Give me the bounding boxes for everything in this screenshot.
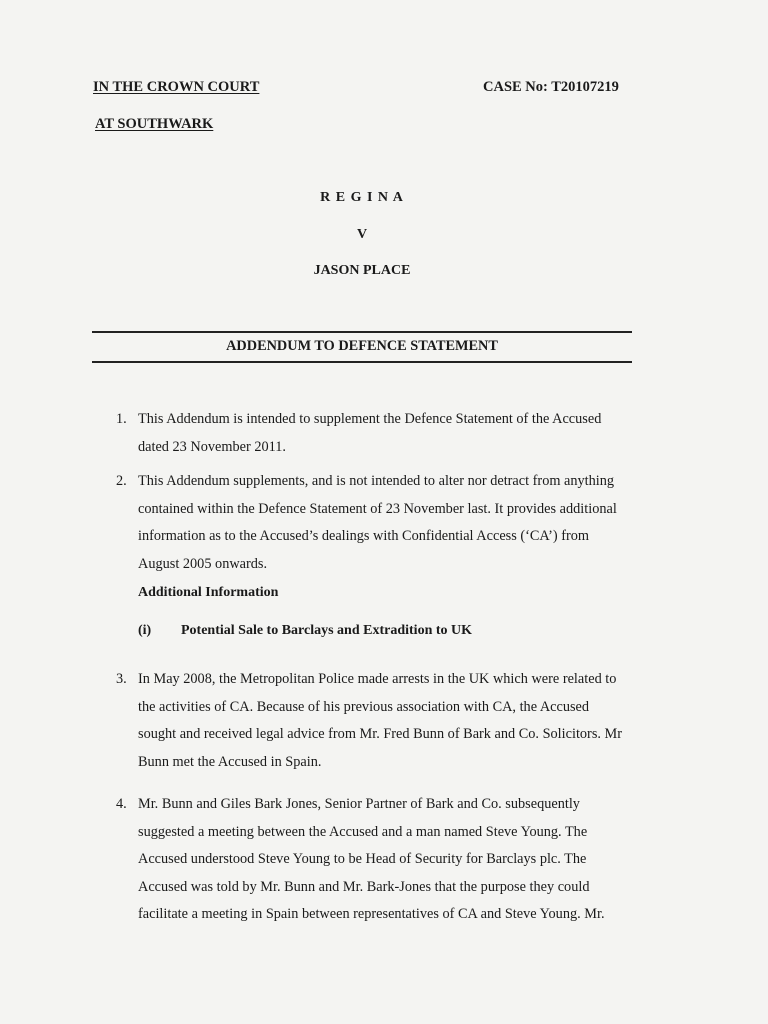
paragraph-line: the activities of CA. Because of his previous association with CA, the Accused — [138, 698, 590, 715]
court-name-line1: IN THE CROWN COURT — [93, 79, 260, 95]
paragraph-line: Bunn met the Accused in Spain. — [138, 753, 322, 770]
paragraph-line: suggested a meeting between the Accused and a man named Steve Young. The — [138, 823, 588, 840]
document-title: ADDENDUM TO DEFENCE STATEMENT — [226, 338, 498, 354]
paragraph-line: facilitate a meeting in Spain between representatives of CA and Steve Young. Mr. — [138, 906, 605, 922]
defendant-name: JASON PLACE — [313, 263, 411, 278]
prosecution-name: R E G I N A — [320, 190, 404, 205]
court-name-line2: AT SOUTHWARK — [95, 116, 214, 132]
paragraph-line: sought and received legal advice from Mr. Fred Bunn of Bark and Co. Solicitors. Mr — [138, 726, 623, 742]
paragraph-line: contained within the Defence Statement of 23 November last. It provides additional — [138, 500, 617, 517]
paragraph-line: In May 2008, the Metropolitan Police made arrests in the UK which were related to — [138, 671, 617, 687]
paragraph-2 — [116, 468, 636, 578]
paragraph-line: This Addendum supplements, and is not intended to alter nor detract from anything — [138, 473, 615, 489]
paragraph-line: This Addendum is intended to supplement the Defence Statement of the Accused — [138, 411, 602, 427]
paragraph-line: information as to the Accused’s dealings with Confidential Access (‘CA’) from — [138, 528, 590, 544]
versus-label: V — [356, 227, 368, 242]
case-number: CASE No: T20107219 — [483, 79, 619, 95]
paragraph-3 — [116, 666, 636, 776]
paragraph-4 — [116, 791, 636, 929]
paragraph-line: Accused understood Steve Young to be Head of Security for Barclays plc. The — [138, 851, 587, 867]
title-rule-bottom — [92, 361, 632, 363]
paragraph-line: Mr. Bunn and Giles Bark Jones, Senior Partner of Bark and Co. subsequently — [138, 796, 580, 812]
paragraph-number: 4. — [116, 796, 127, 812]
paragraph-1 — [116, 406, 636, 461]
title-rule-top — [92, 331, 632, 333]
subsection-heading: Potential Sale to Barclays and Extradition to UK — [181, 623, 473, 638]
paragraph-line: dated 23 November 2011. — [138, 438, 286, 455]
paragraph-line: August 2005 onwards. — [138, 555, 268, 572]
paragraph-line: Accused was told by Mr. Bunn and Mr. Bark-Jones that the purpose they could — [138, 878, 590, 895]
paragraph-number: 2. — [116, 473, 127, 489]
subsection-number: (i) — [138, 623, 152, 638]
paragraph-number: 1. — [116, 411, 127, 427]
section-heading: Additional Information — [138, 585, 279, 600]
paragraph-number: 3. — [116, 671, 127, 687]
